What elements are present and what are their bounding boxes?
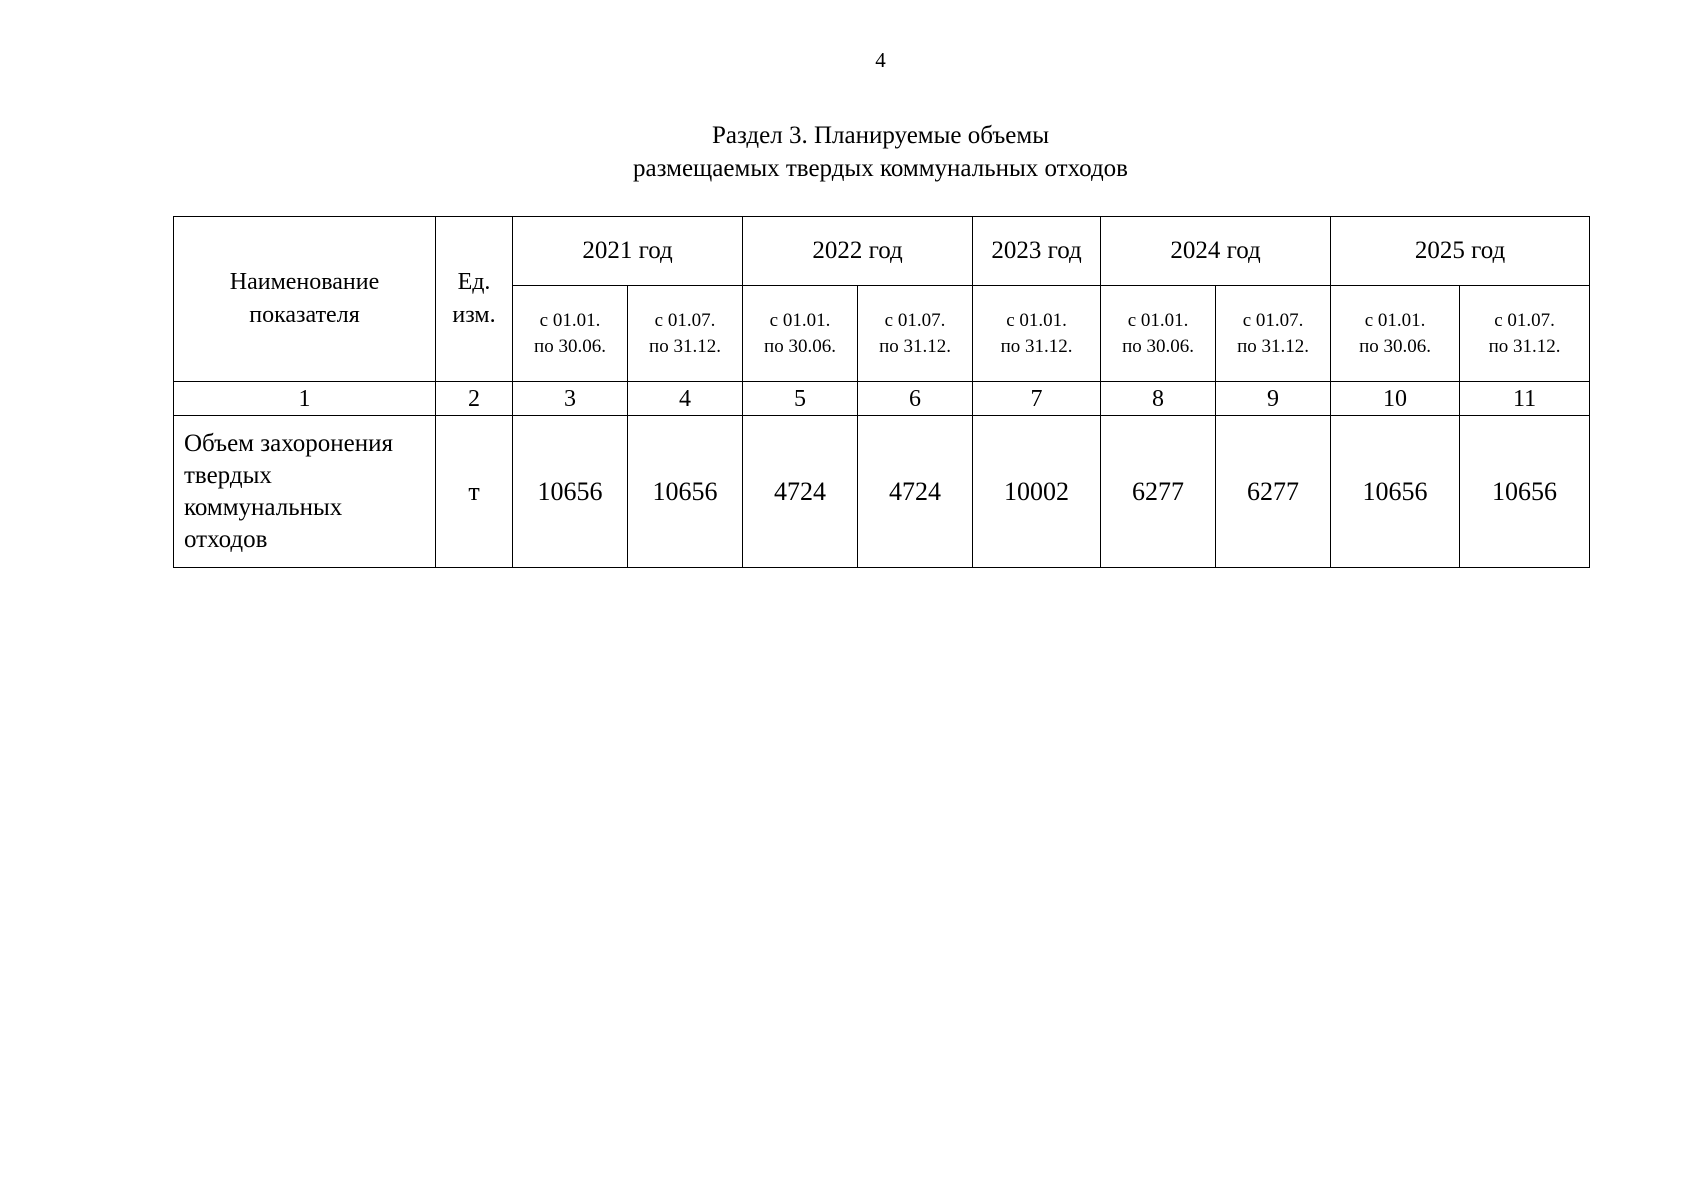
period-from: с 01.01. [1364,309,1426,331]
period-to: по 30.06. [1359,335,1431,357]
header-period [513,286,628,382]
table-cell-value: 10002 [973,416,1101,568]
header-year-2022: 2022 год [743,217,973,286]
header-year-2021: 2021 год [513,217,743,286]
period-to: по 31.12. [1488,335,1561,357]
column-number: 4 [628,382,743,416]
period-to: по 31.12. [1000,335,1073,357]
header-year-2023: 2023 год [973,217,1101,286]
table-cell-value: 10656 [513,416,628,568]
table-cell-value: 4724 [743,416,858,568]
column-number: 9 [1216,382,1331,416]
table-cell-value: 6277 [1216,416,1331,568]
table-cell-value: 10656 [1460,416,1590,568]
column-number: 11 [1460,382,1590,416]
period-to: по 31.12. [879,335,951,357]
header-period [1216,286,1331,382]
header-period [1101,286,1216,382]
table-cell-value: 10656 [1331,416,1460,568]
period-from: с 01.07. [1494,309,1555,331]
planned-volumes-table [173,216,1590,568]
table-cell-value: 4724 [858,416,973,568]
column-number: 6 [858,382,973,416]
period-from: с 01.07. [884,309,946,331]
period-from: с 01.07. [654,309,716,331]
period-from: с 01.01. [1127,309,1189,331]
column-number: 7 [973,382,1101,416]
table-row [174,416,1590,568]
period-from: с 01.01. [539,309,601,331]
period-to: по 31.12. [1237,335,1309,357]
period-from: с 01.01. [1006,309,1067,331]
header-row-years [174,217,1590,286]
header-year-2025: 2025 год [1331,217,1590,286]
column-number: 2 [436,382,513,416]
header-period [628,286,743,382]
row-unit: т [436,416,513,568]
column-number: 10 [1331,382,1460,416]
period-to: по 30.06. [534,335,606,357]
section-title-line-2: размещаемых твердых коммунальных отходов [633,155,1128,182]
header-period [1460,286,1590,382]
header-period [743,286,858,382]
column-number: 1 [174,382,436,416]
table-cell-value: 10656 [628,416,743,568]
header-period [858,286,973,382]
table-cell-value: 6277 [1101,416,1216,568]
period-to: по 31.12. [649,335,721,357]
page-number: 4 [875,48,886,72]
section-title-line-1: Раздел 3. Планируемые объемы [712,122,1049,149]
row-indicator-label: Объем захоронения твердых коммунальных отходов [174,416,436,568]
column-number: 3 [513,382,628,416]
header-year-2024: 2024 год [1101,217,1331,286]
header-period [1331,286,1460,382]
column-number: 5 [743,382,858,416]
header-unit: Ед. изм. [436,217,513,382]
period-from: с 01.07. [1242,309,1304,331]
header-indicator-name: Наименование показателя [174,217,436,382]
period-to: по 30.06. [764,335,836,357]
period-to: по 30.06. [1122,335,1194,357]
section-title [0,119,1697,185]
column-number-row [174,382,1590,416]
period-from: с 01.01. [769,309,831,331]
column-number: 8 [1101,382,1216,416]
header-period [973,286,1101,382]
